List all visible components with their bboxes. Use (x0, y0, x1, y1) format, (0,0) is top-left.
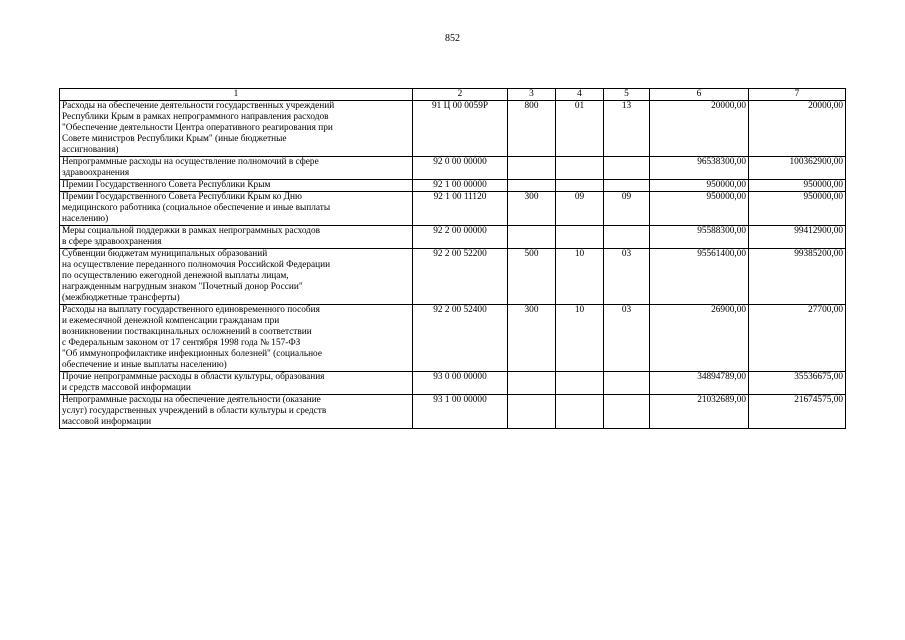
row-amount-6: 20000,00 (650, 101, 749, 157)
page-number: 852 (445, 33, 460, 44)
row-amount-7: 100362900,00 (749, 157, 846, 180)
row-name: Расходы на выплату государственного единовременного пособия и ежемесячной денежной компенсации гражданам при возникновении поствакцинальных осложнений в соответствии с Федеральным законом от 17 сентября 1998 года № 157-ФЗ "Об иммунопрофилактике инфекционных болезней" (социальное обеспечение и иные выплаты населению) (60, 305, 413, 372)
table-row (60, 180, 846, 192)
row-col-4 (556, 372, 604, 395)
row-name: Непрограммные расходы на осуществление полномочий в сфере здравоохранения (60, 157, 413, 180)
row-col-4 (556, 157, 604, 180)
header-col-6: 6 (650, 89, 749, 101)
header-col-7: 7 (749, 89, 846, 101)
row-col-3: 800 (508, 101, 556, 157)
row-col-3 (508, 395, 556, 429)
header-row (60, 89, 846, 101)
row-name: Расходы на обеспечение деятельности государственных учреждений Республики Крым в рамках непрограммного направления расходов "Обеспечение деятельности Центра оперативного реагирования при Совете министров Республики Крым" (иные бюджетные ассигнования) (60, 101, 413, 157)
row-col-3 (508, 226, 556, 249)
row-amount-6: 95561400,00 (650, 249, 749, 305)
row-col-4 (556, 395, 604, 429)
row-col-3 (508, 180, 556, 192)
header-col-2: 2 (413, 89, 508, 101)
row-code: 91 Ц 00 0059Р (413, 101, 508, 157)
row-col-4: 10 (556, 305, 604, 372)
row-amount-7: 21674575,00 (749, 395, 846, 429)
row-col-3: 300 (508, 192, 556, 226)
row-col-5: 03 (604, 305, 650, 372)
row-amount-6: 95588300,00 (650, 226, 749, 249)
row-amount-6: 950000,00 (650, 192, 749, 226)
row-amount-6: 96538300,00 (650, 157, 749, 180)
row-col-5 (604, 180, 650, 192)
row-col-5: 13 (604, 101, 650, 157)
row-amount-7: 950000,00 (749, 192, 846, 226)
row-col-3: 500 (508, 249, 556, 305)
row-amount-7: 99412900,00 (749, 226, 846, 249)
row-col-5: 03 (604, 249, 650, 305)
table-row (60, 395, 846, 429)
row-col-5: 09 (604, 192, 650, 226)
row-col-5 (604, 372, 650, 395)
header-col-4: 4 (556, 89, 604, 101)
row-amount-7: 27700,00 (749, 305, 846, 372)
row-amount-7: 99385200,00 (749, 249, 846, 305)
row-col-5 (604, 395, 650, 429)
row-amount-7: 20000,00 (749, 101, 846, 157)
row-code: 92 0 00 00000 (413, 157, 508, 180)
row-col-3 (508, 157, 556, 180)
table-row (60, 101, 846, 157)
row-amount-6: 26900,00 (650, 305, 749, 372)
table-row (60, 157, 846, 180)
table-row (60, 249, 846, 305)
table-row (60, 372, 846, 395)
row-col-5 (604, 226, 650, 249)
row-name: Премии Государственного Совета Республики Крым (60, 180, 413, 192)
row-col-4: 10 (556, 249, 604, 305)
row-amount-6: 34894789,00 (650, 372, 749, 395)
header-col-5: 5 (604, 89, 650, 101)
row-name: Премии Государственного Совета Республики Крым ко Дню медицинского работника (социальное обеспечение и иные выплаты населению) (60, 192, 413, 226)
row-name: Непрограммные расходы на обеспечение деятельности (оказание услуг) государственных учреждений в области культуры и средств массовой информации (60, 395, 413, 429)
row-code: 92 1 00 11120 (413, 192, 508, 226)
row-col-4: 09 (556, 192, 604, 226)
row-col-5 (604, 157, 650, 180)
row-col-3: 300 (508, 305, 556, 372)
row-name: Прочие непрограммные расходы в области культуры, образования и средств массовой информации (60, 372, 413, 395)
row-col-3 (508, 372, 556, 395)
table-row (60, 226, 846, 249)
row-name: Меры социальной поддержки в рамках непрограммных расходов в сфере здравоохранения (60, 226, 413, 249)
row-code: 93 0 00 00000 (413, 372, 508, 395)
row-code: 92 2 00 00000 (413, 226, 508, 249)
row-amount-6: 21032689,00 (650, 395, 749, 429)
table-body (60, 101, 846, 429)
row-code: 92 2 00 52200 (413, 249, 508, 305)
row-col-4: 01 (556, 101, 604, 157)
row-code: 93 1 00 00000 (413, 395, 508, 429)
budget-table (59, 88, 846, 429)
row-amount-7: 950000,00 (749, 180, 846, 192)
header-col-1: 1 (60, 89, 413, 101)
table-row (60, 192, 846, 226)
row-code: 92 2 00 52400 (413, 305, 508, 372)
row-code: 92 1 00 00000 (413, 180, 508, 192)
row-amount-7: 35536675,00 (749, 372, 846, 395)
table-row (60, 305, 846, 372)
row-col-4 (556, 226, 604, 249)
row-col-4 (556, 180, 604, 192)
row-amount-6: 950000,00 (650, 180, 749, 192)
row-name: Субвенции бюджетам муниципальных образований на осуществление переданного полномочия Российской Федерации по осуществлению ежегодной денежной выплаты лицам, награжденным нагрудным знаком "Почетный донор России" (межбюджетные трансферты) (60, 249, 413, 305)
header-col-3: 3 (508, 89, 556, 101)
